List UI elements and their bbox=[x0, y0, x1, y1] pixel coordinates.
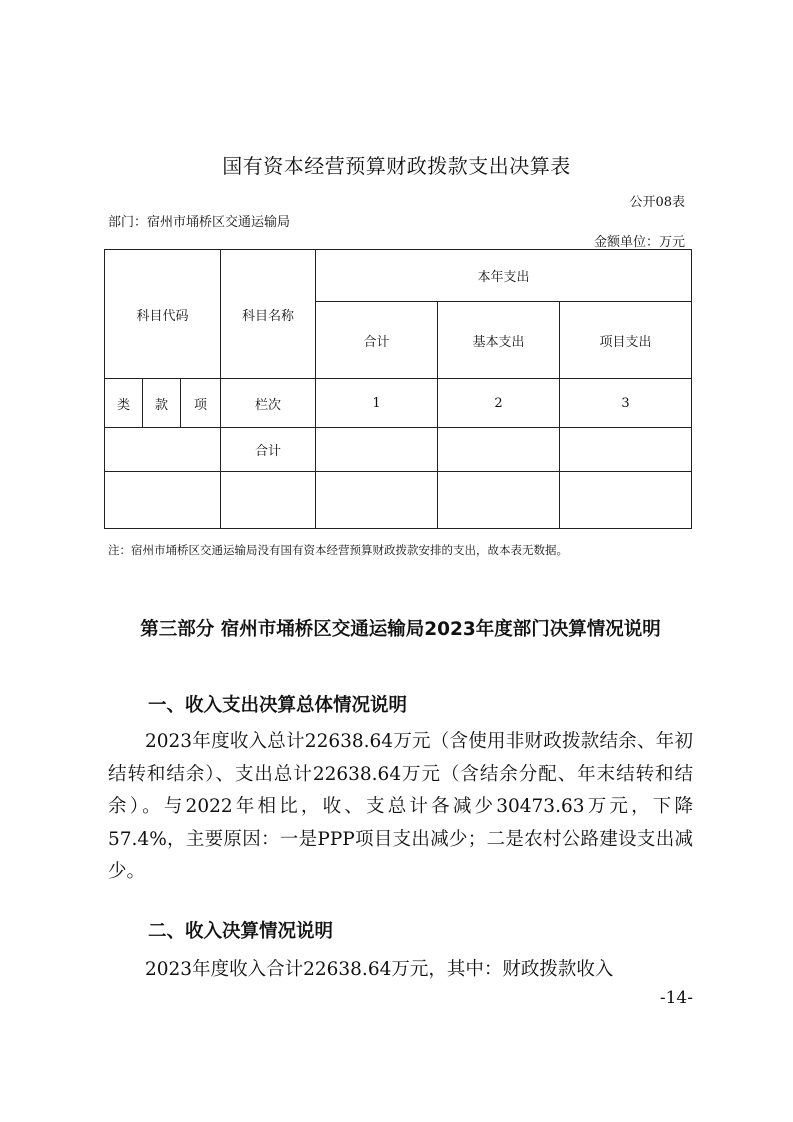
lei-header: 类 bbox=[105, 379, 143, 428]
page-number: -14- bbox=[659, 988, 693, 1008]
total-row-code bbox=[105, 428, 221, 472]
table-note: 注：宿州市埇桥区交通运输局没有国有资本经营预算财政拨款安排的支出，故本表无数据。 bbox=[108, 543, 568, 557]
basic-expense-header: 基本支出 bbox=[438, 302, 560, 379]
paragraph-income: 2023年度收入合计22638.64万元，其中：财政拨款收入 bbox=[145, 959, 614, 980]
total-row bbox=[105, 428, 692, 472]
current-year-expense-header: 本年支出 bbox=[316, 250, 692, 302]
paragraph-overview: 2023年度收入总计22638.64万元（含使用非财政拨款结余、年初结转和结余）、支出总计22638.64万元（含结余分配、年末结转和结余）。与2022年相比，收、支总计各减少30473.63万元，下降57.4%，主要原因：一是PPP项目支出减少；二是农村公路建设支出减少。 bbox=[108, 731, 693, 882]
empty-row-basic bbox=[438, 472, 560, 529]
section-title: 第三部分 宿州市埇桥区交通运输局2023年度部门决算情况说明 bbox=[140, 619, 661, 640]
header-row-1 bbox=[105, 250, 692, 302]
xiang-header: 项 bbox=[181, 379, 221, 428]
subject-code-header: 科目代码 bbox=[105, 250, 221, 379]
empty-row-project bbox=[560, 472, 692, 529]
table-title: 国有资本经营预算财政拨款支出决算表 bbox=[222, 154, 571, 178]
empty-row bbox=[105, 472, 692, 529]
budget-table bbox=[104, 249, 692, 529]
heading-income-explanation: 二、收入决算情况说明 bbox=[148, 921, 334, 942]
kuan-header: 款 bbox=[143, 379, 181, 428]
total-row-basic bbox=[438, 428, 560, 472]
column-number-row bbox=[105, 379, 692, 428]
empty-row-name bbox=[221, 472, 316, 529]
empty-row-total bbox=[316, 472, 438, 529]
subject-name-header: 科目名称 bbox=[221, 250, 316, 379]
amount-unit: 金额单位：万元 bbox=[593, 235, 685, 250]
column-no-3: 3 bbox=[560, 379, 692, 428]
total-row-total bbox=[316, 428, 438, 472]
empty-row-code bbox=[105, 472, 221, 529]
column-no-label: 栏次 bbox=[221, 379, 316, 428]
column-no-1: 1 bbox=[316, 379, 438, 428]
project-expense-header: 项目支出 bbox=[560, 302, 692, 379]
total-row-label: 合计 bbox=[221, 428, 316, 472]
form-code: 公开08表 bbox=[629, 195, 685, 210]
department-label: 部门：宿州市埇桥区交通运输局 bbox=[108, 215, 291, 230]
column-no-2: 2 bbox=[438, 379, 560, 428]
total-row-project bbox=[560, 428, 692, 472]
total-header: 合计 bbox=[316, 302, 438, 379]
heading-income-expense-overview: 一、收入支出决算总体情况说明 bbox=[148, 695, 408, 716]
